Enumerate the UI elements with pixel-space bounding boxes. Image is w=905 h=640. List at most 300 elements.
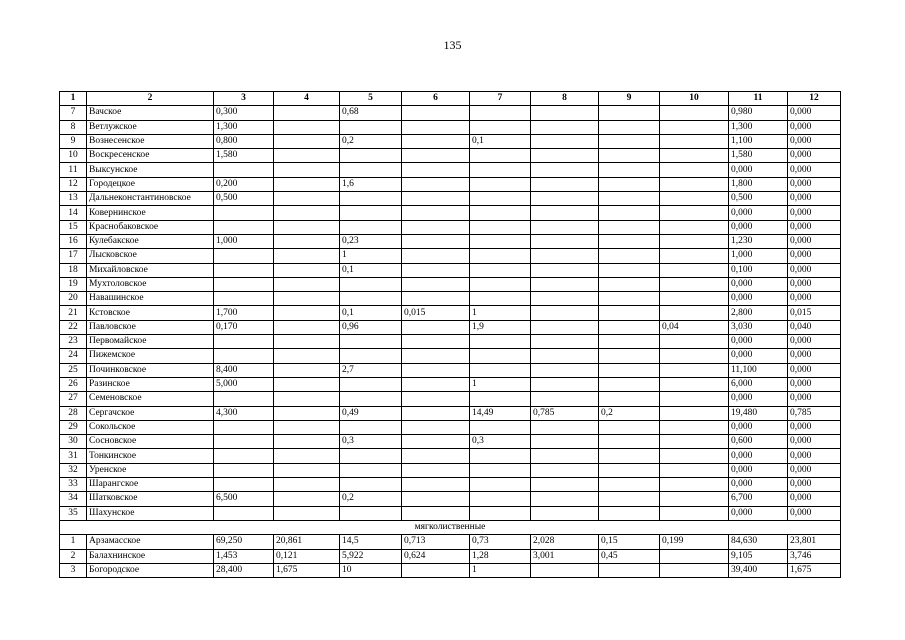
table-cell: Балахнинское [87,549,214,563]
table-row [60,306,841,320]
table-cell: 0,2 [340,492,402,506]
table-cell [531,292,599,306]
table-cell [660,163,729,177]
table-cell [531,420,599,434]
table-cell: 0,000 [788,192,841,206]
table-cell: 28 [60,406,87,420]
table-cell: 1,580 [214,149,274,163]
table-header-row [60,92,841,106]
table-cell: 1,100 [729,134,788,148]
table-row [60,435,841,449]
table-cell [402,377,470,391]
table-cell: 5,000 [214,377,274,391]
table-cell: Шахунское [87,506,214,520]
table-cell [599,349,660,363]
table-cell: 1,675 [274,563,340,577]
table-cell: 0,000 [729,292,788,306]
table-cell [214,206,274,220]
table-cell [214,506,274,520]
table-cell: 0,800 [214,134,274,148]
table-cell [531,234,599,248]
table-cell: 2 [60,549,87,563]
table-cell [531,177,599,191]
table-cell [340,292,402,306]
table-cell [402,420,470,434]
table-cell [660,277,729,291]
table-cell [660,263,729,277]
table-cell [660,206,729,220]
table-cell: 0,000 [729,206,788,220]
table-cell [531,335,599,349]
table-cell [274,306,340,320]
table-cell [274,406,340,420]
table-cell: 0,015 [788,306,841,320]
table-row [60,134,841,148]
table-cell [274,192,340,206]
table-cell [274,220,340,234]
table-cell: Вознесенское [87,134,214,148]
table-cell: 14,5 [340,535,402,549]
table-cell: 0,000 [788,263,841,277]
table-cell: 0,000 [729,335,788,349]
table-cell [274,435,340,449]
table-cell [402,563,470,577]
table-cell [660,406,729,420]
table-cell [274,120,340,134]
table-cell: 35 [60,506,87,520]
table-cell: Павловское [87,320,214,334]
table-cell: 16 [60,234,87,248]
table-cell: 27 [60,392,87,406]
table-row [60,349,841,363]
table-cell: 34 [60,492,87,506]
table-cell: 4 [274,92,340,106]
table-cell [531,563,599,577]
table-cell [214,392,274,406]
table-cell: 14 [60,206,87,220]
table-cell: 0,000 [788,220,841,234]
table-cell: 17 [60,249,87,263]
table-cell [599,478,660,492]
table-cell: 1,453 [214,549,274,563]
table-cell [531,134,599,148]
table-cell [274,292,340,306]
table-row [60,206,841,220]
table-cell [470,363,531,377]
table-cell [274,249,340,263]
table-cell: 2,7 [340,363,402,377]
table-cell [531,306,599,320]
table-cell [470,206,531,220]
table-cell [470,234,531,248]
table-cell: 10 [340,563,402,577]
table-cell: Краснобаковское [87,220,214,234]
table-cell [402,106,470,120]
table-cell: 20 [60,292,87,306]
table-cell [340,163,402,177]
table-cell [599,220,660,234]
table-cell [531,320,599,334]
table-cell [531,363,599,377]
table-cell [274,149,340,163]
table-cell: 0,23 [340,234,402,248]
table-cell: 1 [340,249,402,263]
table-cell [340,277,402,291]
table-row [60,335,841,349]
table-cell: 0,000 [788,377,841,391]
table-cell: 1,300 [214,120,274,134]
table-cell [531,377,599,391]
table-cell [531,277,599,291]
table-cell: 84,630 [729,535,788,549]
table-cell: 0,000 [729,220,788,234]
table-cell: Кулебакское [87,234,214,248]
table-cell [470,349,531,363]
table-cell: 23 [60,335,87,349]
table-cell [599,363,660,377]
table-cell: 0,000 [729,420,788,434]
table-cell: 20,861 [274,535,340,549]
table-cell [402,134,470,148]
table-cell [599,463,660,477]
table-cell [599,106,660,120]
table-cell: 3 [214,92,274,106]
table-cell [274,420,340,434]
table-cell [660,249,729,263]
table-cell [660,220,729,234]
table-cell [660,349,729,363]
table-cell [470,120,531,134]
section-label: мягколиственные [60,520,841,534]
table-cell: 21 [60,306,87,320]
table-cell: 2,028 [531,535,599,549]
table-cell [470,492,531,506]
table-cell [599,563,660,577]
table-cell [660,234,729,248]
table-cell [402,292,470,306]
table-cell [274,392,340,406]
table-cell: Пижемское [87,349,214,363]
table-cell [660,292,729,306]
table-cell [599,149,660,163]
table-cell: Сергачское [87,406,214,420]
table-cell: 0,624 [402,549,470,563]
table-cell: 0,000 [729,277,788,291]
table-cell [531,249,599,263]
table-cell: 22 [60,320,87,334]
table-cell: 13 [60,192,87,206]
table-cell: 9,105 [729,549,788,563]
table-cell: Навашинское [87,292,214,306]
table-cell [599,392,660,406]
table-cell [402,492,470,506]
table-cell [402,206,470,220]
table-cell [660,563,729,577]
table-cell: Лысковское [87,249,214,263]
table-cell [599,263,660,277]
table-cell: 0,000 [729,392,788,406]
table-cell: 30 [60,435,87,449]
table-cell: 12 [788,92,841,106]
table-cell: 11 [729,92,788,106]
table-cell [531,220,599,234]
table-cell [599,449,660,463]
table-cell: Ковернинское [87,206,214,220]
table-cell [599,120,660,134]
table-cell: Шарангское [87,478,214,492]
table-row [60,149,841,163]
table-cell [402,120,470,134]
table-cell: 0,000 [788,277,841,291]
table-cell: 0,200 [214,177,274,191]
table-cell: 0,500 [729,192,788,206]
table-cell [531,449,599,463]
table-row [60,492,841,506]
table-cell: 24 [60,349,87,363]
table-cell [599,249,660,263]
table-cell [274,163,340,177]
table-cell: 1,700 [214,306,274,320]
table-cell [599,177,660,191]
table-cell: 28,400 [214,563,274,577]
table-cell [274,320,340,334]
table-cell: 3,746 [788,549,841,563]
table-cell [340,192,402,206]
table-cell [660,506,729,520]
table-cell [402,349,470,363]
table-cell [660,449,729,463]
table-cell: 1 [60,92,87,106]
table-cell [214,220,274,234]
table-cell: 6 [402,92,470,106]
table-cell [531,478,599,492]
table-cell: 0,000 [788,234,841,248]
table-cell [402,449,470,463]
table-cell: 33 [60,478,87,492]
table-cell [470,335,531,349]
table-cell [660,106,729,120]
table-row [60,535,841,549]
table-cell: 0,000 [729,478,788,492]
table-cell: 0,3 [340,435,402,449]
table-cell: 6,000 [729,377,788,391]
table-row [60,163,841,177]
table-cell [274,134,340,148]
table-row [60,549,841,563]
table-cell: 0,713 [402,535,470,549]
table-cell: 0,785 [788,406,841,420]
table-cell: 8 [531,92,599,106]
table-cell [470,478,531,492]
table-cell: 0,45 [599,549,660,563]
table-row [60,220,841,234]
table-cell: 0,000 [729,506,788,520]
table-cell: 0,000 [729,349,788,363]
table-cell [340,335,402,349]
table-cell [402,163,470,177]
table-cell [402,234,470,248]
table-cell: 0,000 [788,292,841,306]
table-cell [214,163,274,177]
table-cell: 3 [60,563,87,577]
table-cell [402,406,470,420]
table-cell [531,149,599,163]
table-cell: Кстовское [87,306,214,320]
table-cell [660,420,729,434]
table-cell: 0,2 [599,406,660,420]
table-cell [470,449,531,463]
table-cell: 14,49 [470,406,531,420]
table-cell: 0,49 [340,406,402,420]
table-row [60,420,841,434]
table-cell [599,192,660,206]
table-cell [660,392,729,406]
table-cell: 0,000 [788,420,841,434]
table-cell [599,234,660,248]
table-cell: Шатковское [87,492,214,506]
table-cell [340,420,402,434]
table-row [60,506,841,520]
table-cell: Починковское [87,363,214,377]
table-cell [660,463,729,477]
table-cell [214,435,274,449]
table-cell: 0,000 [788,206,841,220]
table-cell: Вачское [87,106,214,120]
table-cell [402,277,470,291]
table-cell [470,220,531,234]
table-cell [660,134,729,148]
table-cell: 0,000 [788,106,841,120]
table-cell [660,149,729,163]
table-row [60,292,841,306]
table-cell: 0,96 [340,320,402,334]
table-cell [214,420,274,434]
table-cell: 19 [60,277,87,291]
table-cell: 0,015 [402,306,470,320]
table-cell: 12 [60,177,87,191]
table-cell: 1,675 [788,563,841,577]
table-cell: 11,100 [729,363,788,377]
table-cell [340,463,402,477]
table-row [60,406,841,420]
table-cell: 5,922 [340,549,402,563]
table-cell [402,335,470,349]
table-cell: 7 [470,92,531,106]
table-cell: 25 [60,363,87,377]
table-cell [402,220,470,234]
table-cell [599,277,660,291]
table-cell: 0,1 [470,134,531,148]
table-cell: 0,000 [788,249,841,263]
table-cell: 26 [60,377,87,391]
table-cell: 0,04 [660,320,729,334]
table-cell [660,492,729,506]
table-cell [214,449,274,463]
table-cell: 9 [60,134,87,148]
table-cell: 23,801 [788,535,841,549]
table-cell [599,377,660,391]
table-row [60,106,841,120]
table-cell [214,277,274,291]
table-cell: 6,700 [729,492,788,506]
table-cell [599,292,660,306]
table-cell: 0,68 [340,106,402,120]
table-cell [470,163,531,177]
table-cell: 0,199 [660,535,729,549]
table-cell: Богородское [87,563,214,577]
table-cell: 1 [470,563,531,577]
table-cell [531,120,599,134]
table-row [60,377,841,391]
table-row [60,277,841,291]
table-cell [274,349,340,363]
table-cell: Городецкое [87,177,214,191]
table-row [60,120,841,134]
table-cell: Сокольское [87,420,214,434]
table-cell: 3,001 [531,549,599,563]
table-cell: 19,480 [729,406,788,420]
table-cell: 0,000 [788,463,841,477]
table-cell [660,306,729,320]
table-cell: 0,000 [729,463,788,477]
table-cell: 0,2 [340,134,402,148]
table-cell [214,335,274,349]
table-cell [402,149,470,163]
table-cell: 3,030 [729,320,788,334]
table-cell: 0,000 [788,435,841,449]
table-cell [599,320,660,334]
table-cell [340,206,402,220]
table-cell [660,120,729,134]
table-cell: 0,000 [788,449,841,463]
table-cell: 1,300 [729,120,788,134]
table-cell [531,192,599,206]
table-cell: Семеновское [87,392,214,406]
table-cell: 15 [60,220,87,234]
table-cell [531,435,599,449]
table-cell: Сосновское [87,435,214,449]
table-cell [599,506,660,520]
table-cell [340,377,402,391]
table-cell: 4,300 [214,406,274,420]
table-body [60,92,841,578]
table-cell: 1 [470,377,531,391]
table-cell: 0,000 [788,134,841,148]
table-cell [599,306,660,320]
section-row [60,520,841,534]
table-cell [214,463,274,477]
table-cell [470,420,531,434]
table-cell [531,492,599,506]
table-cell [531,263,599,277]
table-cell: 0,000 [788,392,841,406]
table-cell [470,249,531,263]
table-cell: Дальнеконстантиновское [87,192,214,206]
table-cell: 10 [60,149,87,163]
table-cell [340,392,402,406]
table-row [60,363,841,377]
table-cell [402,435,470,449]
table-cell: Тонкинское [87,449,214,463]
table-cell [402,463,470,477]
table-cell [274,492,340,506]
table-cell: 0,000 [788,492,841,506]
table-cell [274,377,340,391]
table-cell: Арзамасское [87,535,214,549]
table-cell: 0,000 [788,335,841,349]
table-cell: 29 [60,420,87,434]
table-row [60,192,841,206]
